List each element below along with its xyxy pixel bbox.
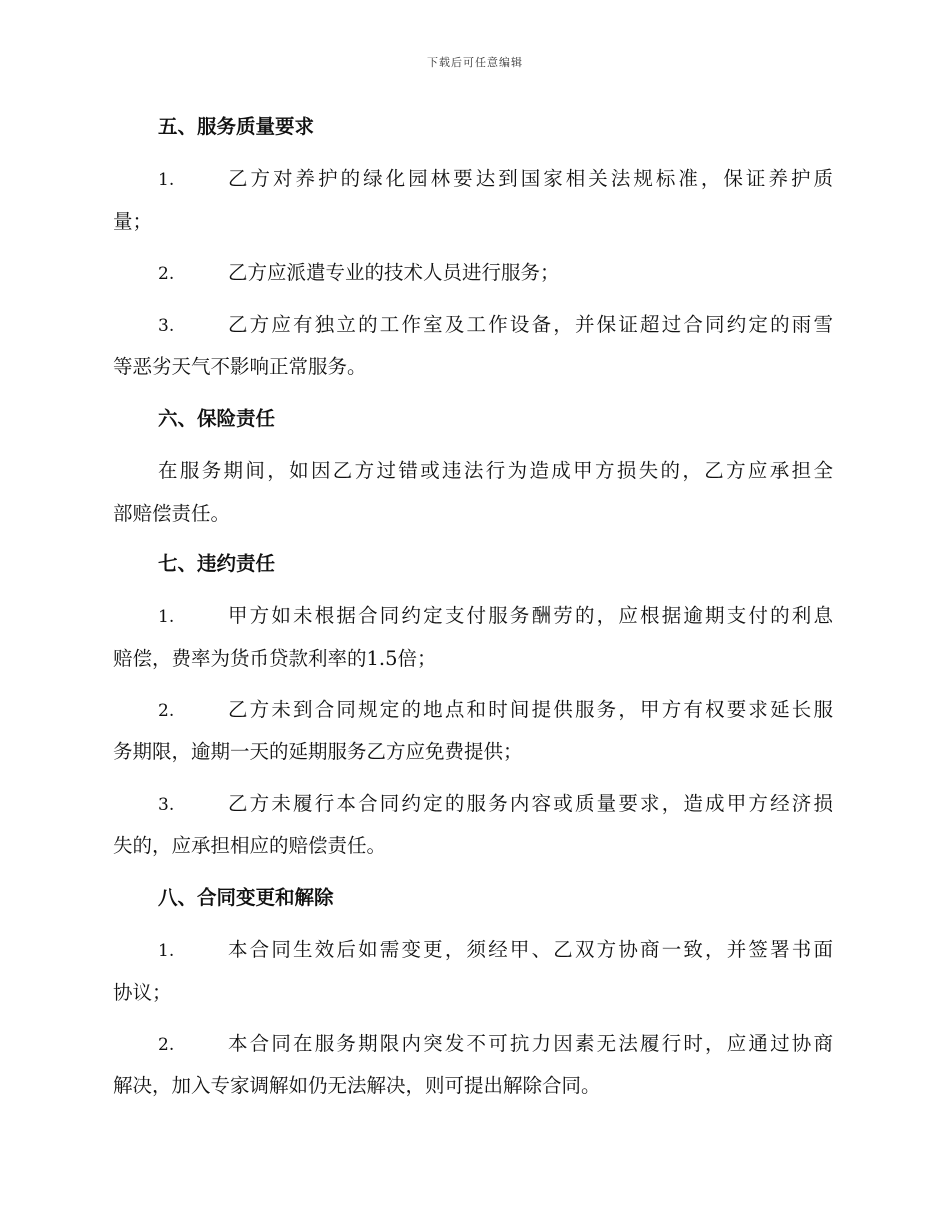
item-text-continuation: 务期限，逾期一天的延期服务乙方应免费提供；	[113, 740, 523, 763]
item-text: 乙方对养护的绿化园林要达到国家相关法规标准，保证养护质	[228, 167, 833, 190]
item-number: 1.	[158, 170, 175, 190]
paragraph-text: 在服务期间，如因乙方过错或违法行为造成甲方损失的，乙方应承担全	[158, 459, 833, 482]
section-heading-insurance: 六、保险责任	[158, 407, 276, 430]
item-number: 1.	[158, 941, 175, 961]
item-text: 乙方未履行本合同约定的服务内容或质量要求，造成甲方经济损	[228, 792, 833, 815]
section-heading-amendment: 八、合同变更和解除	[158, 886, 334, 909]
item-text: 本合同生效后如需变更，须经甲、乙双方协商一致，并签署书面	[228, 938, 833, 961]
item-number: 2.	[158, 701, 175, 721]
page-header: 下载后可任意编辑	[427, 56, 523, 69]
item-number: 3.	[158, 316, 175, 336]
item-number: 2.	[158, 1035, 175, 1055]
item-text-continuation: 赔偿，费率为货币贷款利率的1.5倍；	[113, 647, 437, 670]
item-number: 3.	[158, 795, 175, 815]
item-text-continuation: 失的，应承担相应的赔偿责任。	[113, 834, 387, 857]
item-text: 本合同在服务期限内突发不可抗力因素无法履行时，应通过协商	[228, 1032, 833, 1055]
item-text: 乙方应派遣专业的技术人员进行服务；	[228, 261, 560, 284]
item-text-continuation: 等恶劣天气不影响正常服务。	[113, 355, 367, 378]
item-text-continuation: 量；	[113, 210, 153, 233]
item-text-continuation: 解决，加入专家调解如仍无法解决，则可提出解除合同。	[113, 1074, 601, 1097]
item-text: 乙方未到合同规定的地点和时间提供服务，甲方有权要求延长服	[228, 698, 833, 721]
item-number: 1.	[158, 607, 175, 627]
item-text: 甲方如未根据合同约定支付服务酬劳的，应根据逾期支付的利息	[228, 604, 833, 627]
item-number: 2.	[158, 264, 175, 284]
item-text: 乙方应有独立的工作室及工作设备，并保证超过合同约定的雨雪	[228, 313, 833, 336]
section-heading-quality: 五、服务质量要求	[158, 115, 315, 138]
paragraph-continuation: 部赔偿责任。	[113, 502, 231, 525]
item-text-continuation: 协议；	[113, 981, 172, 1004]
section-heading-breach: 七、违约责任	[158, 552, 276, 575]
